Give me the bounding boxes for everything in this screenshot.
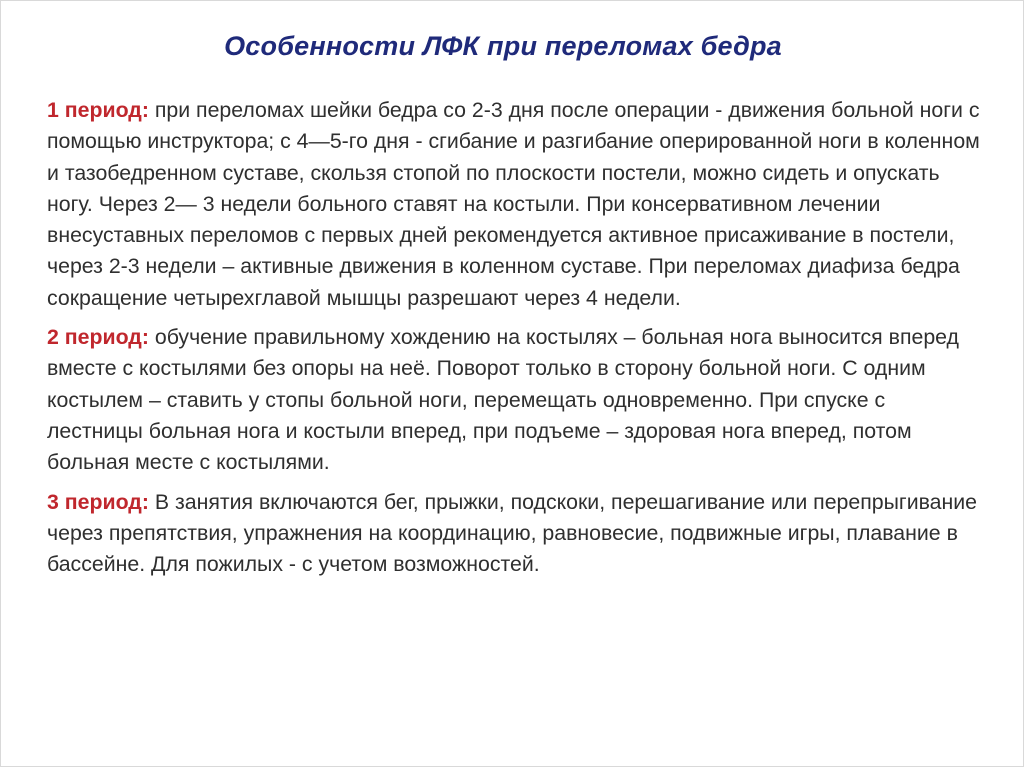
period-2-label: 2 период: [47, 325, 149, 350]
period-3-paragraph [47, 487, 982, 581]
period-1-text: при переломах шейки бедра со 2-3 дня после операции - движения больной ноги с помощью инструктора; с 4—5-го дня - сгибание и разгибание оперированной ноги в коленном и тазобедренном суставе, скользя стопой по плоскости постели, можно сидеть и опускать ногу. Через 2— 3 недели больного ставят на костыли. При консервативном лечении внесуставных переломов с первых дней рекомендуется активное присаживание в постели, через 2-3 недели – активные движения в коленном суставе. При переломах диафиза бедра сокращение четырехглавой мышцы разрешают через 4 недели. [47, 98, 980, 310]
period-2-paragraph [47, 322, 982, 478]
period-2-text: обучение правильному хождению на костылях – больная нога выносится вперед вместе с костылями без опоры на неё. Поворот только в сторону больной ноги. С одним костылем – ставить у стопы больной ноги, перемещать одновременно. При спуске с лестницы больная нога и костыли вперед, при подъеме – здоровая нога вперед, потом больная месте с костылями. [47, 325, 959, 475]
slide-title: Особенности ЛФК при переломах бедра [224, 31, 782, 61]
period-1-label: 1 период: [47, 98, 149, 122]
period-1-paragraph [47, 95, 982, 314]
period-3-text: В занятия включаются бег, прыжки, подскоки, перешагивание или перепрыгивание через препятствия, упражнения на координацию, равновесие, подвижные игры, плавание в бассейне. Для пожилых - с учетом возможностей. [47, 489, 978, 577]
slide-content [47, 95, 982, 588]
period-3-label: 3 период: [47, 489, 149, 514]
